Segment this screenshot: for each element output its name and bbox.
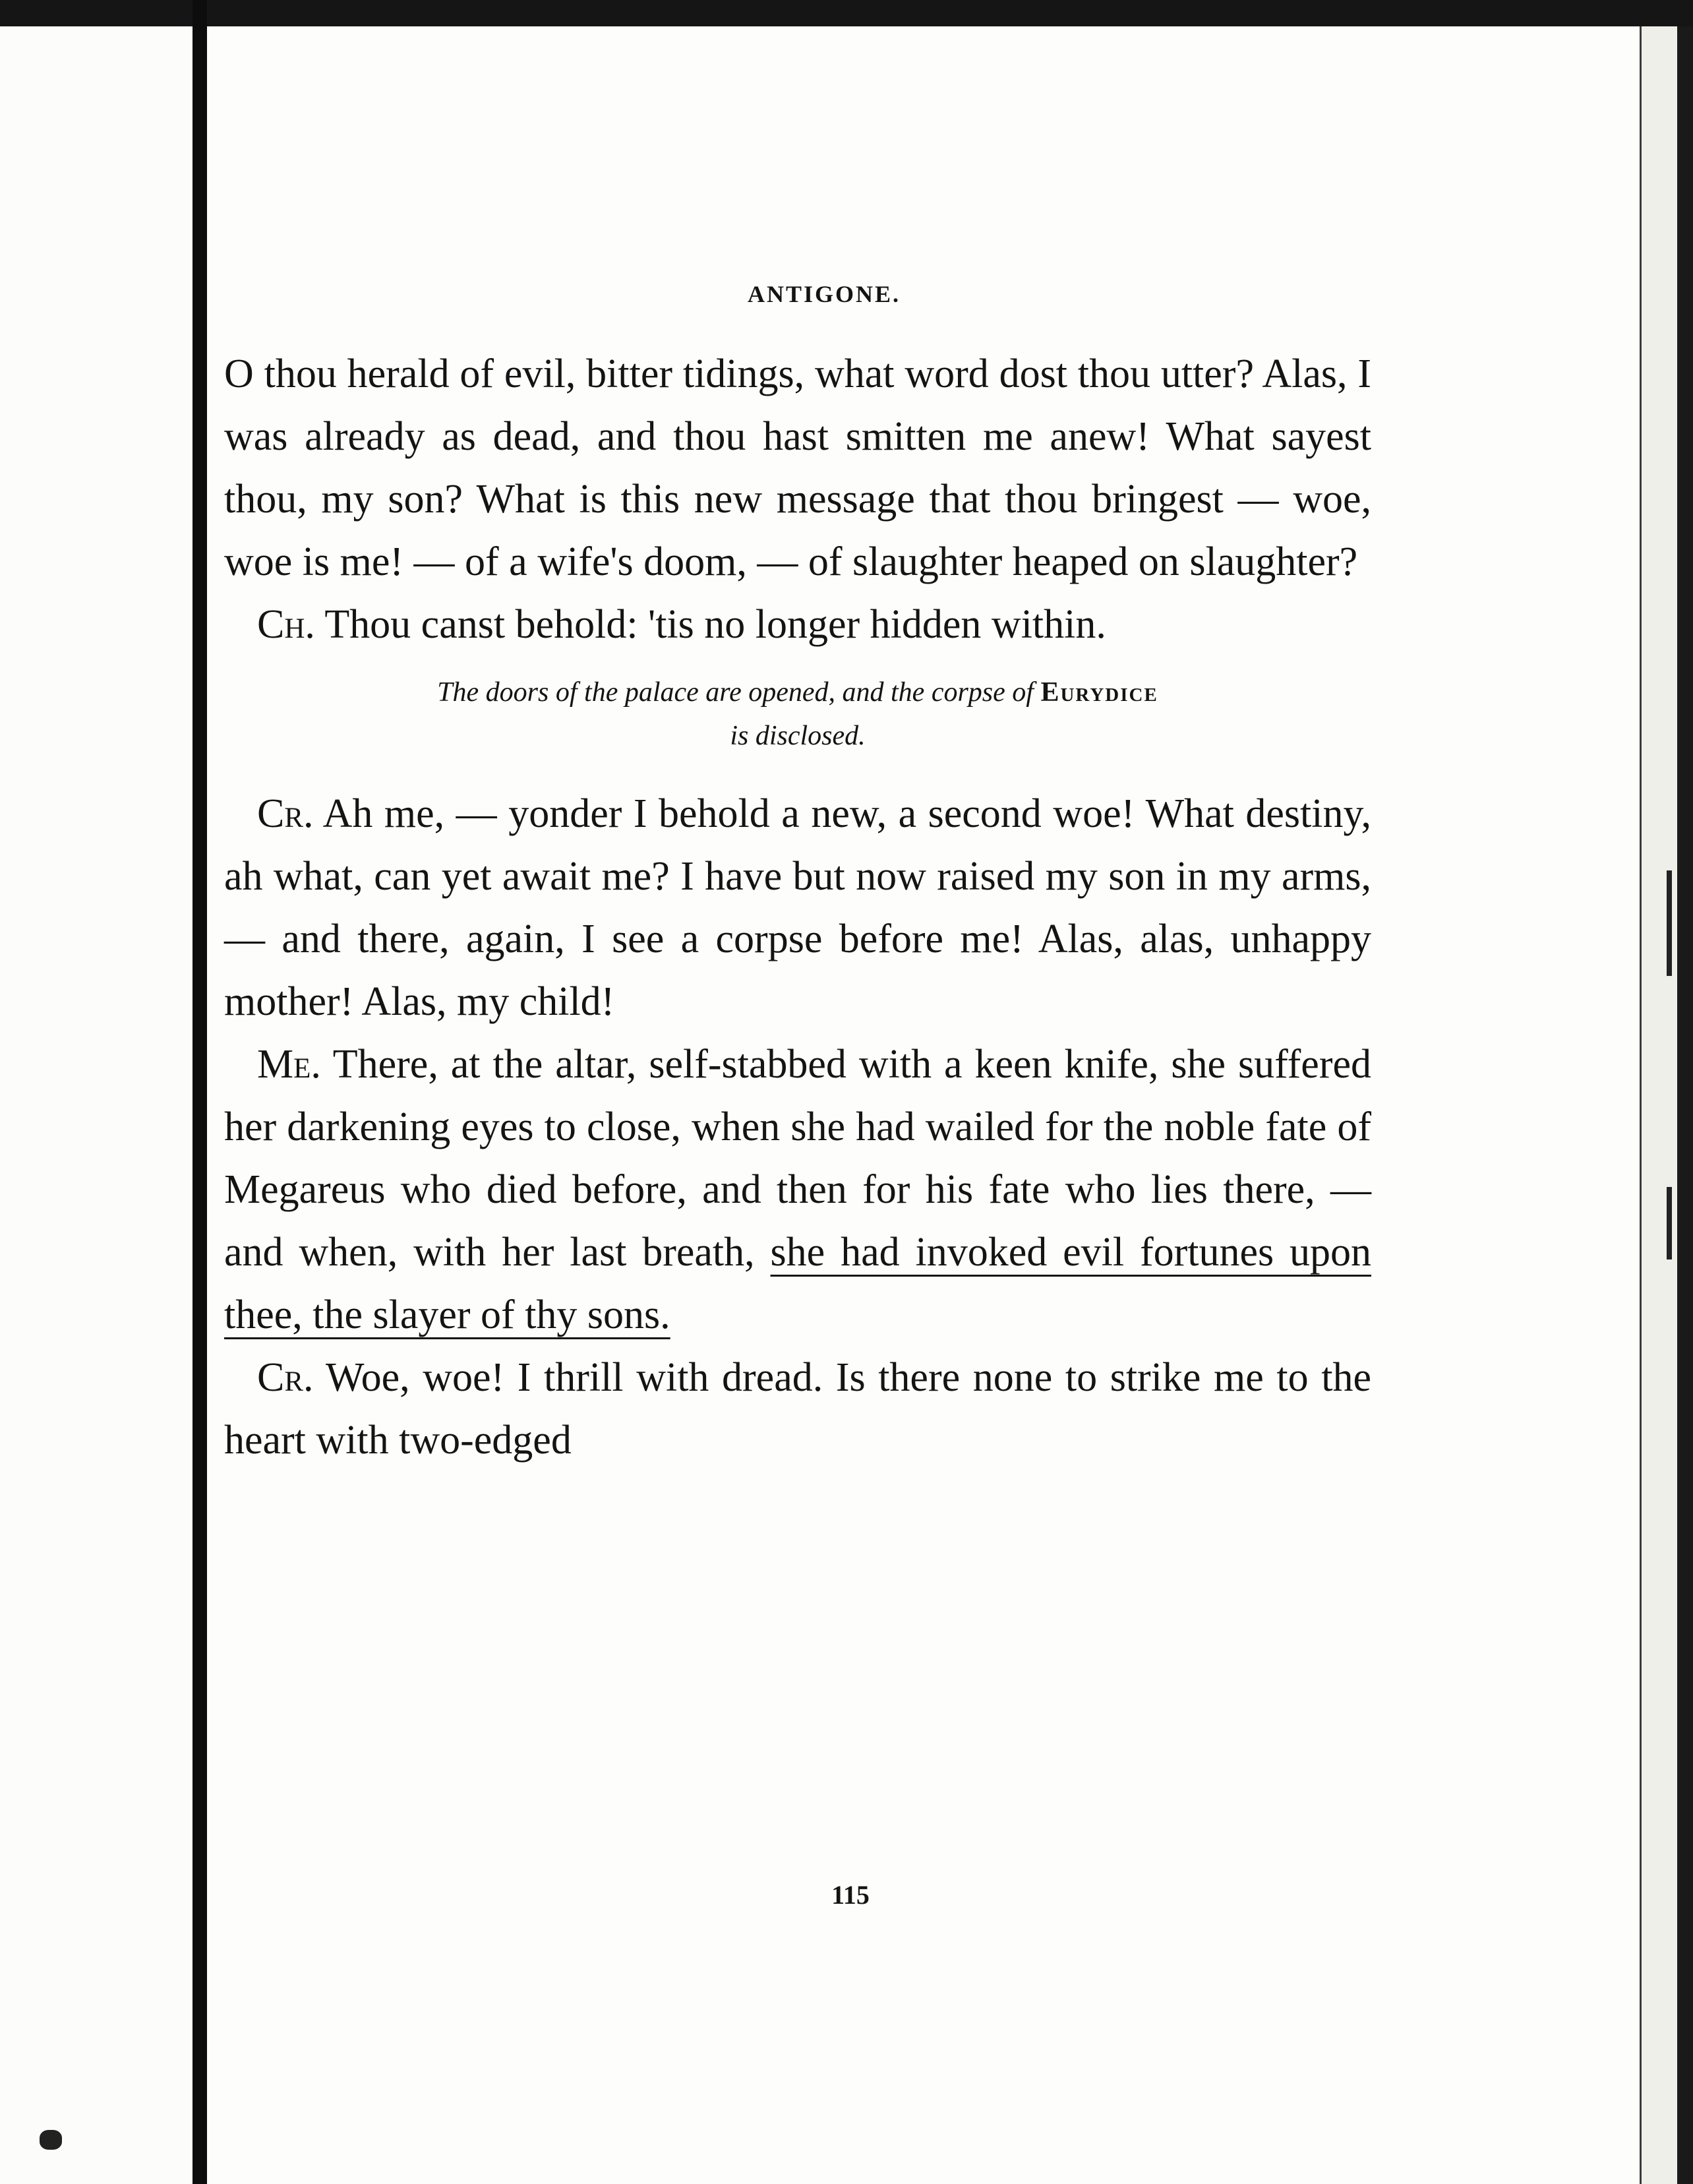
stage-direction-text: The doors of the palace are opened, and the corpse of — [437, 677, 1034, 708]
paragraph-text: O thou herald of evil, bitter tidings, what word dost thou utter? Alas, I was already as dead, and thou hast smitten me anew! What sayest thou, my son? What is this new message that thou bringest — woe, woe is me! — of a wife's doom, — of slaughter heaped on slaughter? — [224, 351, 1371, 584]
speaker-label: Cr. — [257, 1355, 314, 1400]
edge-mark — [1667, 870, 1672, 976]
pencil-underlined-text: she had invoked evil fortunes upon thee, the slayer of thy sons. — [224, 1230, 1371, 1337]
page-body — [224, 343, 1371, 1472]
facing-page — [0, 26, 193, 2184]
page-edge — [1640, 26, 1677, 2184]
stage-direction-text: is disclosed. — [730, 721, 866, 751]
paragraph-text: Thou canst behold: 'tis no longer hidden within. — [324, 602, 1106, 647]
page-number: 115 — [831, 1880, 870, 1910]
speaker-label: Ch. — [257, 602, 315, 647]
paragraph-text: Ah me, — yonder I behold a new, a second woe! What destiny, ah what, can yet await me? I have but now raised my son in my arms, — and there, again, I see a corpse before me! Alas, alas, unhappy mother! Alas, my child! — [224, 791, 1371, 1024]
paragraph — [224, 783, 1371, 1033]
paragraph-text: Woe, woe! I thrill with dread. Is there none to strike me to the heart with two-edged — [224, 1355, 1371, 1463]
scan-border-top — [0, 0, 1693, 26]
scan-artifact — [40, 2130, 62, 2150]
stage-direction — [224, 671, 1371, 758]
stage-direction-name: Eurydice — [1040, 677, 1158, 708]
running-title: ANTIGONE. — [747, 281, 901, 307]
paragraph-text: There, at the altar, self-stabbed with a keen knife, she suffered her darkening eyes to close, when she had wailed for the noble fate of Megareus who died before, and then for his fate who lies there, — and when, with her last breath, — [224, 1042, 1371, 1275]
paragraph — [224, 343, 1371, 593]
paragraph — [224, 1347, 1371, 1472]
paragraph — [224, 593, 1371, 656]
book-gutter — [193, 0, 207, 2184]
speaker-label: Me. — [257, 1042, 321, 1087]
edge-mark — [1667, 1187, 1672, 1259]
speaker-label: Cr. — [257, 791, 314, 836]
paragraph — [224, 1033, 1371, 1347]
